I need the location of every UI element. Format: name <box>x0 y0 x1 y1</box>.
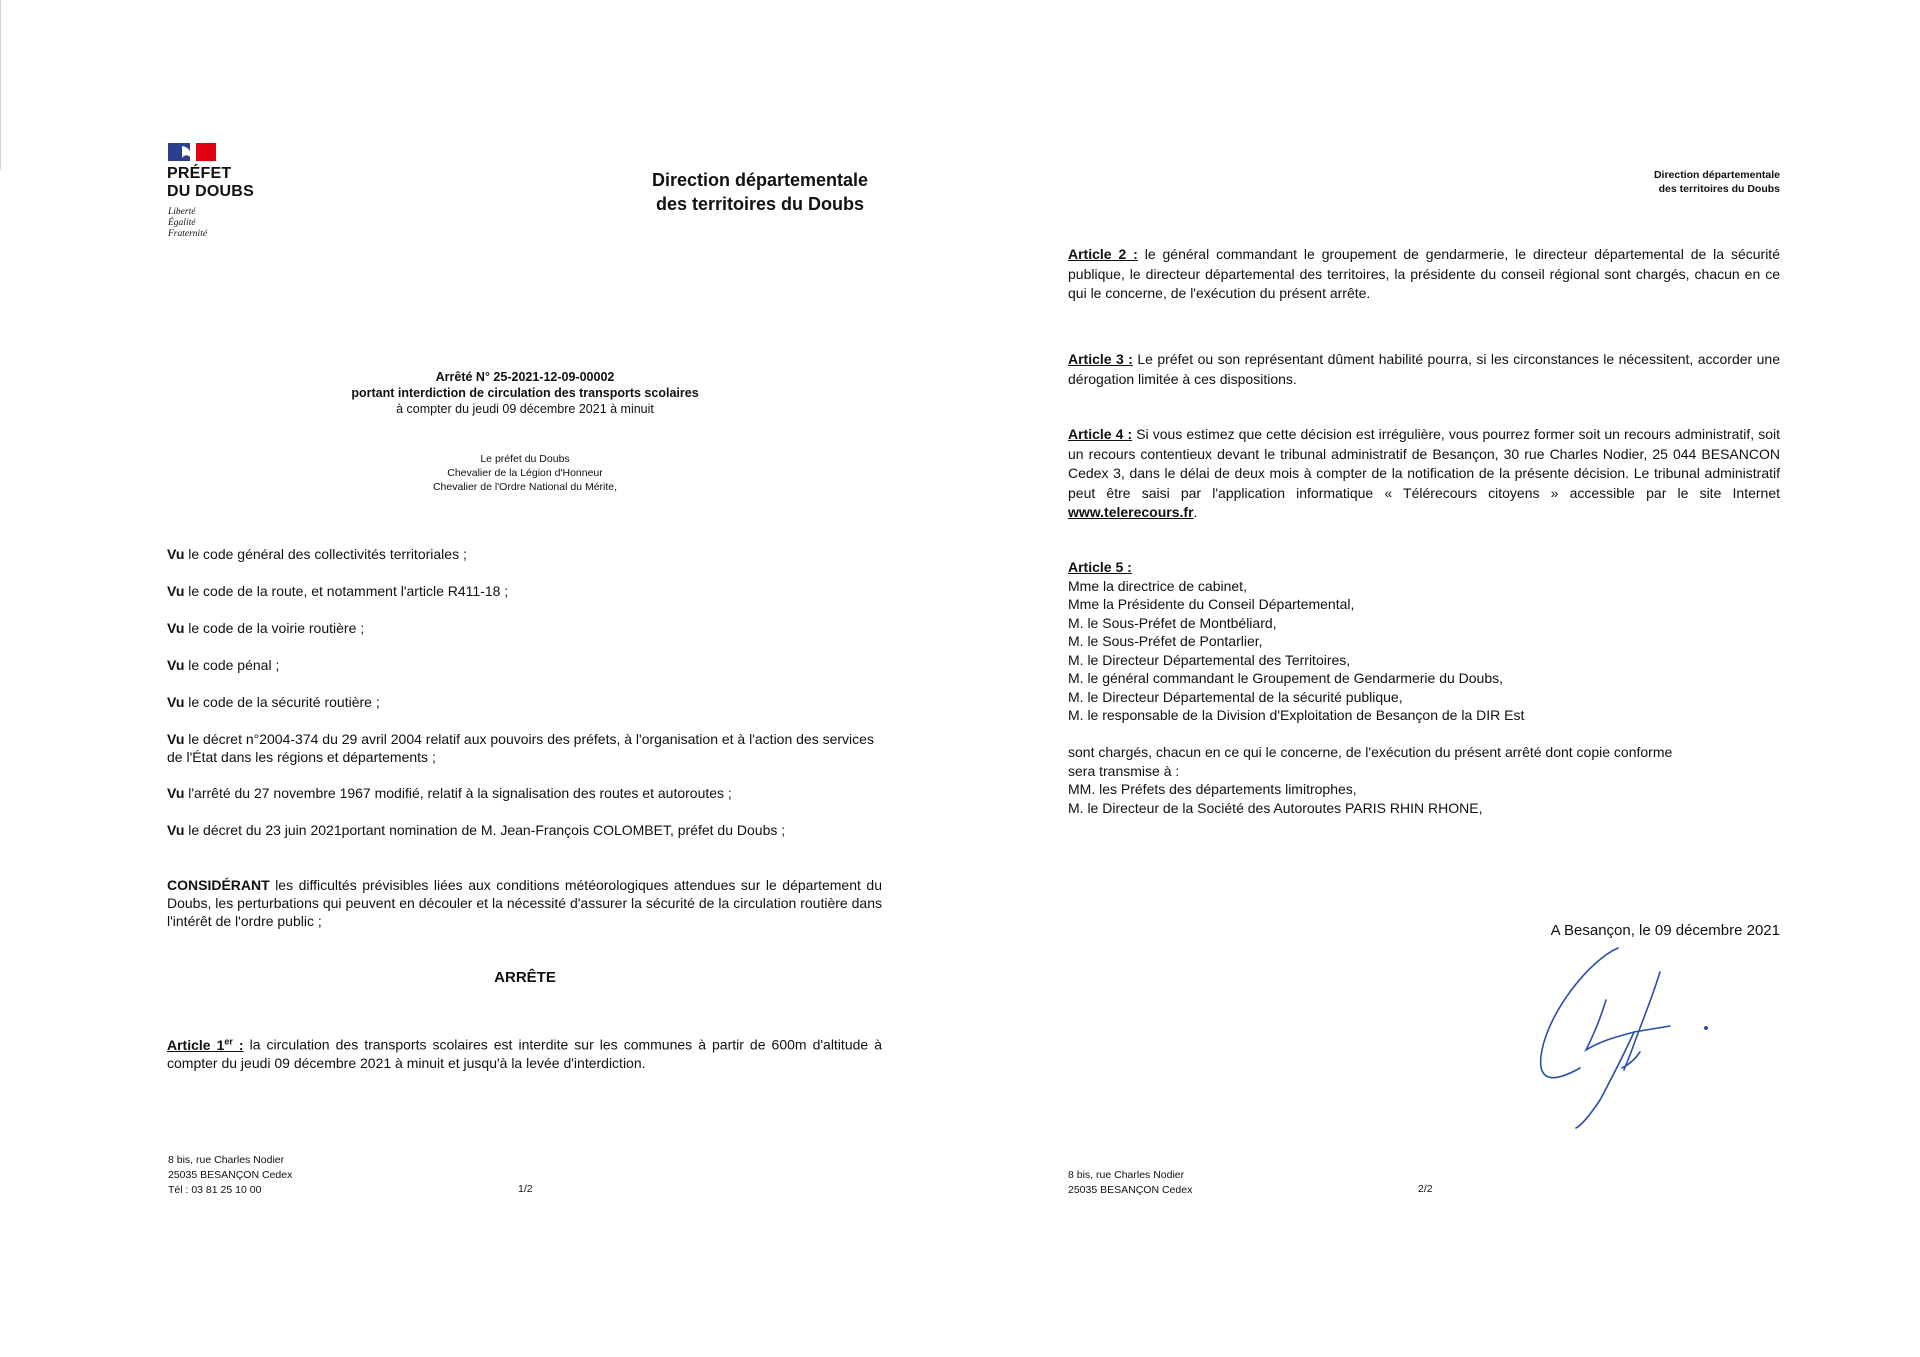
arrete-heading <box>290 369 760 417</box>
vu-item: Vu le décret n°2004-374 du 29 avril 2004 relatif aux pouvoirs des préfets, à l'organisation et à l'action des services de l'État dans les régions et départements ; <box>167 731 874 765</box>
arrete-subject: portant interdiction de circulation des transports scolaires <box>351 386 699 400</box>
direction-header-small: Direction départementale des territoires du Doubs <box>1653 169 1780 195</box>
recipient-item: Mme la Présidente du Conseil Départemental, <box>1068 596 1355 612</box>
article-2: Article 2 : le général commandant le groupement de gendarmerie, le directeur départemental de la sécurité publique, le directeur départemental des territoires, la présidente du conseil régional sont chargés, chacun en ce qui le concerne, de l'exécution du présent arrête. <box>1068 246 1780 301</box>
scan-edge-line <box>0 0 1 170</box>
recipient-item: M. le général commandant le Groupement de Gendarmerie du Doubs, <box>1068 670 1504 686</box>
handwritten-signature <box>1530 940 1730 1130</box>
footer-address-page2: 8 bis, rue Charles Nodier 25035 BESANÇON Cedex <box>1068 1169 1193 1196</box>
vu-item: Vu le code de la sécurité routière ; <box>167 694 380 710</box>
vu-item: Vu l'arrêté du 27 novembre 1967 modifié, relatif à la signalisation des routes et autoroutes ; <box>167 785 732 801</box>
page-number: 1/2 <box>518 1183 533 1195</box>
prefet-titles: Le préfet du Doubs Chevalier de la Légion d'Honneur Chevalier de l'Ordre National du Mérite, <box>432 453 618 493</box>
recipient-item: Mme la directrice de cabinet, <box>1068 577 1247 594</box>
article-5: Article 5 : Mme la directrice de cabinet, Mme la Présidente du Conseil Départemental, M. le Sous-Préfet de Montbéliard, M. le Sous-Préfet de Pontarlier, M. le Directeur Départemental des Territoires, M. le général commandant le Groupement de Gendarmerie du Doubs, M. le Directeur Départemental de la sécurité publique, M. le responsable de la Division d'Exploitation de Besançon de la DIR Est <box>1068 558 1780 725</box>
considerant-paragraph: CONSIDÉRANT les difficultés prévisibles liées aux conditions météorologiques attendues sur le département du Doubs, les perturbations qui peuvent en découler et la nécessité d'assurer la sécurité de la circulation routière dans l'intérêt de l'ordre public ; <box>167 877 882 929</box>
vu-item: Vu le code général des collectivités territoriales ; <box>167 546 467 562</box>
recipient-item: M. le Sous-Préfet de Pontarlier, <box>1068 633 1263 649</box>
vu-item: Vu le code de la voirie routière ; <box>167 620 365 636</box>
transmission-paragraph: sont chargés, chacun en ce qui le concerne, de l'exécution du présent arrêté dont copie conforme sera transmise à : MM. les Préfets des départements limitrophes, M. le Directeur de la Société des Autoroutes PARIS RHIN RHONE, <box>1068 744 1673 816</box>
page-number: 2/2 <box>1418 1183 1433 1195</box>
arrete-number: Arrêté N° 25-2021-12-09-00002 <box>435 370 615 384</box>
recipient-item: M. le responsable de la Division d'Exploitation de Besançon de la DIR Est <box>1068 707 1525 723</box>
recipient-item: M. le Sous-Préfet de Montbéliard, <box>1068 614 1277 631</box>
vu-item: Vu le décret du 23 juin 2021portant nomination de M. Jean-François COLOMBET, préfet du Doubs ; <box>167 822 786 838</box>
signature-date: A Besançon, le 09 décembre 2021 <box>1550 922 1780 939</box>
telerecours-link[interactable]: www.telerecours.fr <box>1068 504 1194 520</box>
direction-header: Direction départementale des territoires du Doubs <box>651 170 869 214</box>
article-4: Article 4 : Si vous estimez que cette décision est irrégulière, vous pourrez former soit un recours administratif, soit un recours contentieux devant le tribunal administratif de Besançon, 30 rue Charles Nodier, 25 044 BESANCON Cedex 3, dans le délai de deux mois à compter de la notification de la présente décision. Le tribunal administratif peut être saisi par l'application informatique « Télérecours citoyens » accessible par le site Internet www.telerecours.fr. <box>1068 426 1780 520</box>
footer-address-page1: 8 bis, rue Charles Nodier 25035 BESANÇON Cedex Tél : 03 81 25 10 00 <box>168 1154 293 1196</box>
arrete-date-start: à compter du jeudi 09 décembre 2021 à minuit <box>396 402 654 416</box>
logo-motto: Liberté Égalité Fraternité <box>168 207 208 239</box>
recipient-item: M. le Directeur Départemental des Territoires, <box>1068 651 1351 668</box>
marianne-flag-logo <box>168 143 216 161</box>
vu-item: Vu le code pénal ; <box>167 657 280 673</box>
article-3: Article 3 : Le préfet ou son représentant dûment habilité pourra, si les circonstances le nécessitent, accorder une dérogation limitée à ces dispositions. <box>1068 351 1780 387</box>
logo-title: PRÉFET DU DOUBS <box>167 165 254 200</box>
article-1: Article 1er : la circulation des transports scolaires est interdite sur les communes à partir de 600m d'altitude à compter du jeudi 09 décembre 2021 à minuit et jusqu'à la levée d'interdiction. <box>167 1036 882 1071</box>
arrete-title: ARRÊTE <box>494 969 556 986</box>
vu-item: Vu le code de la route, et notamment l'article R411-18 ; <box>167 583 509 599</box>
recipient-item: M. le Directeur Départemental de la sécurité publique, <box>1068 688 1403 705</box>
